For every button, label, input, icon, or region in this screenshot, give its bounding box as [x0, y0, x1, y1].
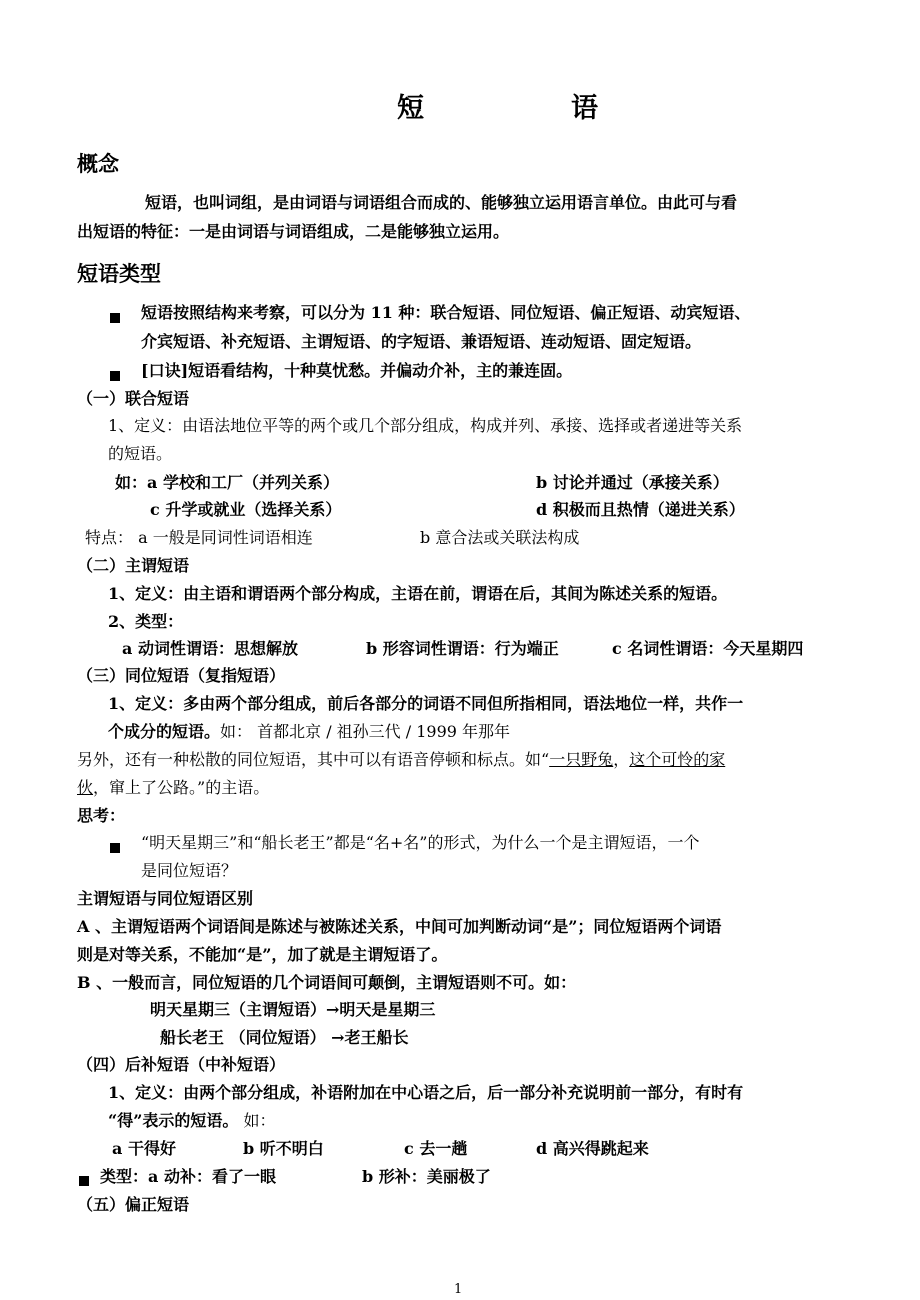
bullet-mnemonic: [口诀]短语看结构，十种莫忧愁。并偏动介补，主的兼连固。 [141, 361, 573, 380]
heading-houbu: （四）后补短语（中补短语） [77, 1055, 286, 1074]
square-bullet-icon [110, 365, 120, 384]
tongwei-loose-rest: ，窜上了公路。”的主语。 [93, 778, 270, 797]
zhuwei-definition: 1、定义：由主语和谓语两个部分构成，主语在前，谓语在后，其间为陈述关系的短语。 [108, 584, 728, 603]
houbu-example-c: c 去一趟 [404, 1139, 468, 1158]
lianhe-feature-b: b 意合法或关联法构成 [420, 528, 580, 547]
houbu-types-b: b 形补：美丽极了 [362, 1167, 491, 1186]
think-label: 思考： [77, 806, 126, 825]
houbu-definition-line2-plain: 如： [238, 1111, 276, 1130]
difference-example-2: 船长老王 （同位短语） →老王船长 [160, 1028, 409, 1047]
tongwei-loose-line1 [77, 747, 725, 770]
tongwei-loose-underline-2: 这个可怜的家 [629, 750, 726, 769]
lianhe-example-c: c 升学或就业（选择关系） [150, 500, 342, 519]
square-bullet-icon [110, 307, 120, 326]
zhuwei-types-label: 2、类型： [108, 612, 184, 631]
concept-paragraph-line1: 短语，也叫词组，是由词语与词语组合而成的、能够独立运用语言单位。由此可与看 [145, 193, 738, 212]
square-bullet-icon [110, 837, 120, 856]
difference-a-line2: 则是对等关系，不能加“是”，加了就是主谓短语了。 [77, 945, 448, 964]
heading-tongwei: （三）同位短语（复指短语） [77, 666, 286, 685]
lianhe-example-a: 如：a 学校和工厂（并列关系） [115, 473, 339, 492]
tongwei-definition-line2-bold: 个成分的短语。 [108, 722, 221, 741]
houbu-types: 类型：a 动补：看了一眼 [100, 1167, 276, 1186]
think-question-line2: 是同位短语？ [141, 861, 238, 880]
lianhe-definition-line1: 1、定义：由语法地位平等的两个或几个部分组成，构成并列、承接、选择或者递进等关系 [108, 416, 743, 435]
bullet-classification-line1: 短语按照结构来考察，可以分为 11 种：联合短语、同位短语、偏正短语、动宾短语、 [141, 303, 751, 322]
tongwei-loose-underline-3: 伙 [77, 778, 94, 797]
lianhe-example-b: b 讨论并通过（承接关系） [536, 473, 729, 492]
tongwei-examples: 如： 首都北京 / 祖孙三代 / 1999 年那年 [220, 722, 511, 741]
zhuwei-type-a: a 动词性谓语：思想解放 [122, 639, 298, 658]
tongwei-loose-sep: ， [613, 750, 630, 769]
tongwei-loose-underline-1: 一只野兔 [549, 750, 614, 769]
square-bullet-icon [79, 1170, 89, 1189]
lianhe-definition-line2: 的短语。 [108, 444, 173, 463]
heading-concept: 概念 [77, 152, 119, 176]
difference-b-line: B 、一般而言，同位短语的几个词语间可颠倒，主谓短语则不可。如： [77, 973, 577, 992]
tongwei-definition-line2 [108, 719, 510, 742]
houbu-definition-line2-bold: “得”表示的短语。 [108, 1111, 239, 1130]
think-question-line1: “明天星期三”和“船长老王”都是“名+名”的形式，为什么一个是主谓短语，一个 [141, 833, 700, 852]
difference-example-1: 明天星期三（主谓短语）→明天是星期三 [150, 1000, 436, 1019]
heading-difference: 主谓短语与同位短语区别 [77, 889, 254, 908]
zhuwei-type-b: b 形容词性谓语：行为端正 [366, 639, 559, 658]
tongwei-definition-line1: 1、定义：多由两个部分组成，前后各部分的词语不同但所指相同，语法地位一样，共作一 [108, 694, 744, 713]
heading-zhuwei: （二）主谓短语 [77, 556, 190, 575]
houbu-definition-line2 [108, 1108, 276, 1131]
houbu-example-a: a 干得好 [112, 1139, 176, 1158]
page-number: 1 [454, 1282, 463, 1297]
houbu-example-b: b 听不明白 [243, 1139, 324, 1158]
heading-pianzheng: （五）偏正短语 [77, 1195, 190, 1214]
houbu-example-d: d 高兴得跳起来 [536, 1139, 649, 1158]
tongwei-loose-prefix: 另外，还有一种松散的同位短语，其中可以有语音停顿和标点。如“ [77, 750, 550, 769]
heading-lianhe: （一）联合短语 [77, 389, 190, 408]
houbu-definition-line1: 1、定义：由两个部分组成，补语附加在中心语之后，后一部分补充说明前一部分，有时有 [108, 1083, 744, 1102]
concept-paragraph-line2: 出短语的特征：一是由词语与词语组成，二是能够独立运用。 [77, 222, 510, 241]
bullet-classification-line2: 介宾短语、补充短语、主谓短语、的字短语、兼语短语、连动短语、固定短语。 [141, 332, 702, 351]
lianhe-feature-a: 特点： a 一般是同词性词语相连 [85, 528, 313, 547]
page-title: 短 语 [397, 93, 658, 124]
heading-phrase-types: 短语类型 [77, 262, 161, 286]
zhuwei-type-c: c 名词性谓语：今天星期四 [612, 639, 804, 658]
lianhe-example-d: d 积极而且热情（递进关系） [536, 500, 745, 519]
tongwei-loose-line2 [77, 775, 269, 798]
difference-a-line1: A 、主谓短语两个词语间是陈述与被陈述关系，中间可加判断动词“是”；同位短语两个词语 [77, 917, 722, 936]
